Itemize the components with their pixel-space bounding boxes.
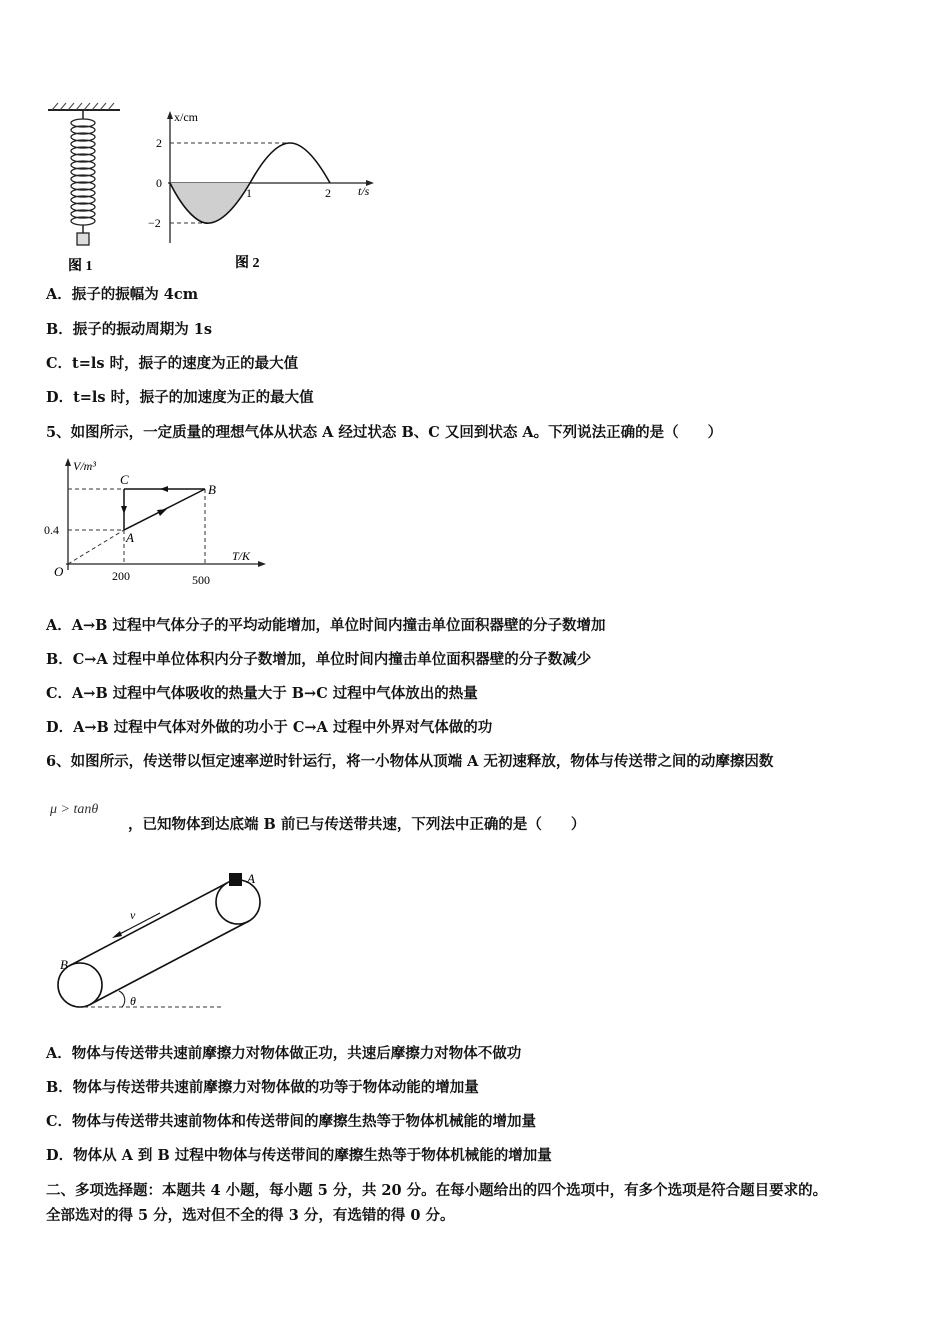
tick-y-0: 0 [156, 176, 162, 190]
tick-y-2: 2 [156, 136, 162, 150]
state-c: C [120, 472, 129, 487]
fig1-label: 图 1 [68, 259, 93, 274]
q4-option-d: D．t=ls 时，振子的加速度为正的最大值 [46, 389, 314, 406]
tick-t-1: 1 [246, 186, 252, 200]
q5-option-c: C．A→B 过程中气体吸收的热量大于 B→C 过程中气体放出的热量 [46, 685, 478, 702]
fig2-label: 图 2 [235, 256, 260, 271]
point-a-label: A [247, 871, 255, 886]
axis-t-label: t/s [358, 184, 370, 198]
v-tick-04: 0.4 [44, 523, 59, 537]
point-b-label: B [60, 957, 68, 972]
q6-formula: μ > tanθ [50, 802, 99, 817]
q6-option-d: D．物体从 A 到 B 过程中物体与传送带间的摩擦生热等于物体机械能的增加量 [46, 1147, 552, 1164]
axis-x-label: x/cm [174, 110, 198, 124]
q4-option-c: C．t=ls 时，振子的速度为正的最大值 [46, 355, 299, 372]
tick-y-neg2: −2 [148, 216, 161, 230]
q6-stem-continued: ，已知物体到达底端 B 前已与传送带共速，下列法中正确的是（ ） [128, 816, 586, 833]
q6-option-a: A．物体与传送带共速前摩擦力对物体做正功，共速后摩擦力对物体不做功 [46, 1045, 522, 1062]
q5-option-a: A．A→B 过程中气体分子的平均动能增加，单位时间内撞击单位面积器壁的分子数增加 [46, 617, 606, 634]
axis-v-label: V/m³ [73, 459, 96, 473]
t-tick-500: 500 [192, 573, 210, 587]
origin-label: O [54, 564, 64, 579]
q5-stem: 5、如图所示，一定质量的理想气体从状态 A 经过状态 B、C 又回到状态 A。下列说法正确的是（ ） [46, 424, 723, 441]
q6-option-b: B．物体与传送带共速前摩擦力对物体做的功等于物体动能的增加量 [46, 1079, 479, 1096]
theta-label: θ [130, 994, 136, 1008]
t-tick-200: 200 [112, 569, 130, 583]
q4-option-b: B．振子的振动周期为 1s [46, 321, 213, 338]
q5-option-d: D．A→B 过程中气体对外做的功小于 C→A 过程中外界对气体做的功 [46, 719, 493, 736]
q6-option-c: C．物体与传送带共速前物体和传送带间的摩擦生热等于物体机械能的增加量 [46, 1113, 537, 1130]
q4-option-a: A．振子的振幅为 4cm [46, 286, 199, 303]
section2-heading-line1: 二、多项选择题：本题共 4 小题，每小题 5 分，共 20 分。在每小题给出的四个选项中，有多个选项是符合题目要求的。 [46, 1182, 828, 1199]
tick-t-2: 2 [325, 186, 331, 200]
axis-tk-label: T/K [232, 549, 251, 563]
state-a: A [126, 530, 134, 545]
conveyor-figure [48, 865, 278, 1020]
q5-option-b: B．C→A 过程中单位体积内分子数增加，单位时间内撞击单位面积器壁的分子数减少 [46, 651, 592, 668]
q6-stem: 6、如图所示，传送带以恒定速率逆时针运行，将一小物体从顶端 A 无初速释放，物体与传送带之间的动摩擦因数 [46, 753, 774, 770]
section2-heading-line2: 全部选对的得 5 分，选对但不全的得 3 分，有选错的得 0 分。 [46, 1207, 455, 1224]
spring-figure [40, 95, 400, 275]
velocity-label: v [130, 908, 136, 922]
vt-diagram [40, 452, 280, 587]
state-b: B [208, 482, 216, 497]
